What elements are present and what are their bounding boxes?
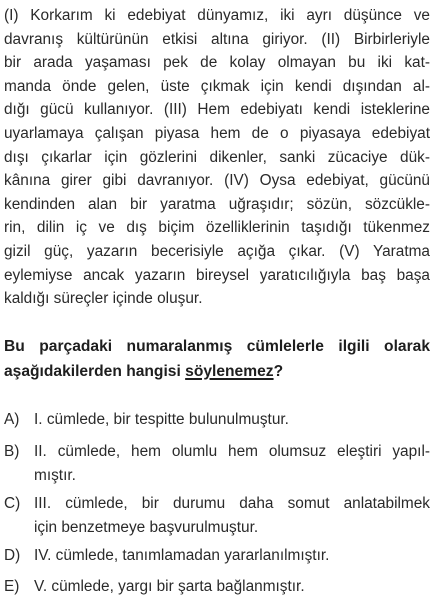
option-text: I. cümlede, bir tespitte bulunulmuştur. xyxy=(34,411,289,428)
passage-line: manda önde gelen, üste çıkmak için kendi dışından al- xyxy=(4,77,430,95)
question-stem xyxy=(4,334,430,384)
option-letter: D) xyxy=(4,547,21,564)
option-text: IV. cümlede, tanımlamadan yararlanılmıştır. xyxy=(34,547,330,564)
option-text: için benzetmeye başvurulmuştur. xyxy=(34,518,259,536)
passage-line: gizil güç, yazarın becerisiyle açığa çıkar. (V) Yaratma xyxy=(4,242,430,260)
option-letter: A) xyxy=(4,411,20,428)
passage-line: kaldığı süreçler içinde oluşur. xyxy=(4,290,203,308)
option-letter: E) xyxy=(4,578,20,595)
passage-line: bir arada yaşaması pek de kolay olmayan bu iki kat- xyxy=(4,54,430,72)
passage-line: davranış kültürünün etkisi altına giriyor. (II) Birbirleriyle xyxy=(4,30,430,48)
reading-passage xyxy=(4,4,430,311)
passage-line: kendinden alan bir yaratma uğraşıdır; sözün, sözcükle- xyxy=(4,195,430,213)
passage-line: rin, dilin iç ve dış biçim özelliklerinin taşıdığı tükenmez xyxy=(4,219,430,237)
question-line: Bu parçadaki numaralanmış cümlelerle ilgili olarak xyxy=(4,338,430,355)
option-text: III. cümlede, bir durumu daha somut anlatabilmek xyxy=(34,495,430,512)
question-line xyxy=(4,359,430,384)
question-text: aşağıdakilerden hangisi xyxy=(4,363,186,380)
passage-line: kânına girer gibi davranıyor. (IV) Oysa edebiyat, gücünü xyxy=(4,172,430,190)
passage-line: uyarlamaya çalışan piyasa hem de o piyasaya edebiyat xyxy=(4,124,430,142)
passage-line: (I) Korkarım ki edebiyat dünyamız, iki ayrı düşünce ve xyxy=(4,7,430,24)
option-text: II. cümlede, hem olumlu hem olumsuz eleştiri yapıl- xyxy=(34,443,430,460)
passage-line: dışı çıkarlar için gözlerini dikenler, sanki zücaciye dük- xyxy=(4,148,430,166)
underlined-keyword: söylenemez xyxy=(185,363,274,380)
option-text: V. cümlede, yargı bir şarta bağlanmıştır. xyxy=(34,578,305,595)
option-letter: B) xyxy=(4,443,20,460)
option-text: mıştır. xyxy=(34,466,76,484)
passage-line: dığı gücü kullanıyor. (III) Hem edebiyatı kendi isteklerine xyxy=(4,101,430,119)
option-letter: C) xyxy=(4,495,21,512)
question-mark: ? xyxy=(273,363,284,380)
passage-line: eylemiyse ancak yazarın bireysel yaratıcılığıyla baş başa xyxy=(4,266,430,284)
